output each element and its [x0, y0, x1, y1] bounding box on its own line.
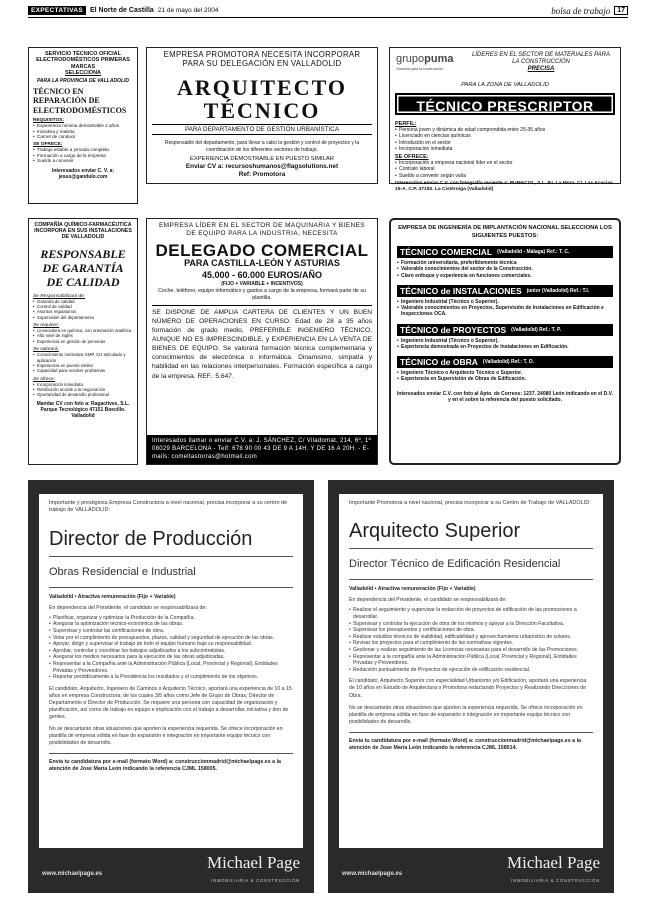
- ad-title: Director de Producción: [49, 527, 253, 550]
- position-block: [397, 285, 613, 318]
- divider: [349, 579, 593, 580]
- profile-list: [395, 127, 615, 152]
- list-item: • Experiencia demostrada en Proyectos de Instalaciones en Edificación.: [397, 344, 613, 350]
- website-link[interactable]: www.michaelpage.es: [342, 871, 403, 877]
- list-item: • Alto nivel de inglés: [33, 333, 133, 338]
- contact-info: Interesados enviar C. V. a: jesus@gandulo.com: [51, 168, 115, 181]
- divider: [349, 548, 593, 549]
- ad-heading: EMPRESA DE INGENIERÍA DE IMPLANTACIÓN NACIONAL SELECCIONA LOS SIGUIENTES PUESTOS:: [398, 225, 612, 239]
- list-item: • Conocimiento normativa GMP, CH articulado y aplicación: [33, 352, 133, 363]
- offers-label: Se ofrece:: [33, 376, 55, 382]
- position-block: [397, 356, 613, 383]
- brand-tagline: INMOBILIARIA & CONSTRUCCIÓN: [511, 878, 600, 883]
- valued-label: Se valorará:: [33, 347, 59, 353]
- ad-engineering-positions: [389, 218, 621, 465]
- responsibilities-list: [349, 607, 593, 673]
- contact-info: Envía tu candidatura por e-mail (formato Word) a: construccionmadrid@michaelpage.es a la atención de Jose María León indicando la referencia CJML 158005.: [49, 753, 293, 773]
- list-item: • Sueldo a convenir según valía: [395, 173, 615, 179]
- list-item: • Representar a la compañía ante la Administración Pública (Local, Provincial y Regional), Entidades Privadas y Proveedores.: [349, 654, 593, 667]
- ad-intro: Importante y prestigiosa Empresa Constructora a nivel nacional, precisa incorporar a su centro de trabajo de VALLADOLID:: [49, 500, 288, 514]
- list-item: • Asegurar los medios necesarios para la ejecución de las obras adjudicadas.: [49, 654, 293, 661]
- header-tag: EXPECTATIVAS: [28, 6, 86, 15]
- offers-list: [395, 160, 615, 179]
- ad-province: PARA LA PROVINCIA DE VALLADOLID: [36, 78, 130, 85]
- ad-seeks: SELECCIONA: [64, 69, 102, 76]
- ad-dependency: En dependencia del Presidente, el candidato se responsabilizará de:: [49, 604, 207, 611]
- ad-perks: Coche, teléfono, equipo informático y gastos a cargo de la empresa, formará parte de su plantilla.: [158, 288, 366, 301]
- contact-info: Interesados enviar C.V. con fotografía reciente a: PUMACOL, S.L. P.I. La Mora. C/. Las Acacias. 15-A. C.P. 47193. La Cistérniga (Valladolid): [395, 180, 615, 192]
- contact-info: Envía tu candidatura por e-mail (formato Word) a: construccionmadrid@michaelpage.es a la atención de Jose María León indicando la referencia CJML 158014.: [349, 732, 593, 752]
- list-item: • Supervisar los presupuestos y certificaciones de obra.: [349, 627, 593, 634]
- ad-arquitecto-superior: [328, 480, 614, 893]
- ad-role: RESPONSABLE DE GARANTÍA DE CALIDAD: [40, 247, 126, 289]
- list-item: • Planificar, organizar y optimizar la Producción de la Compañía.: [49, 615, 293, 622]
- list-item: • Revisar los proyectos para el cumplimiento de las normativas vigentes.: [349, 640, 593, 647]
- newspaper-name: El Norte de Castilla: [90, 7, 154, 14]
- brand-logo: Michael Page: [507, 853, 600, 872]
- ad-subtitle: Director Técnico de Edificación Residencial: [349, 558, 561, 571]
- requirements-list: [33, 123, 133, 140]
- list-item: • Asuntos regulatorios: [33, 309, 133, 314]
- logo-tagline: Garantía para la construcción: [396, 67, 444, 71]
- offers-list: [33, 382, 133, 398]
- list-item: • Supervisar y controlar las certificaciones de obra.: [49, 628, 293, 635]
- responsibilities-list: [49, 615, 293, 681]
- list-item: • Ingeniero Técnico o Arquitecto Técnico o Superior.: [397, 370, 613, 376]
- offers-list: [33, 147, 133, 164]
- requirements-label: REQUISITOS:: [33, 117, 65, 123]
- list-item: • Ingeniero Industrial (Técnico o Superior).: [397, 299, 613, 305]
- list-item: • Experiencia en Supervisión de Obras de Edificación.: [397, 376, 613, 382]
- list-item: • Incorporación a empresa nacional líder en el sector: [395, 160, 615, 166]
- list-item: • Realizar el seguimiento y supervisar la redacción de proyectos de edificación de las promociones a desarrollar.: [349, 607, 593, 620]
- ad-delegado-comercial: [146, 218, 378, 465]
- list-item: • Experiencia en puesto similar: [33, 363, 133, 368]
- ad-description: Responsable del departamento, para llevar a cabo la gestión y control de proyectos y la coordinación de los diferentes sectores de trabajo.: [164, 140, 360, 153]
- ad-region: PARA CASTILLA-LEÓN Y ASTURIAS: [184, 258, 340, 269]
- ad-note: No se descartarán otras situaciones que aporten la experiencia requerida. Se ofrece incorporación en plantilla de empresa sólida en fase de expansión e integración en importante equipo técnico con posibilidades de desarrollo.: [49, 725, 283, 746]
- ad-salary: 45.000 - 60.000 EUROS/AÑO: [201, 270, 323, 281]
- page-number: 17: [614, 6, 628, 15]
- ad-director-produccion: [28, 480, 314, 893]
- ad-body: SE DISPONE DE AMPLIA CARTERA DE CLIENTES Y UN BUEN NÚMERO DE OPERACIONES EN CURSO. Edad de 28 a 35 años formación de grado medio, PREFERIBLE INGENIERO TÉCNICO, AUNQUE NO ES IMPRESCINDIBLE, y EXPERIENCIA EN LA VENTA DE BIENES DE EQUIPO. Se valorará formación técnica complementaria y conocimientos de electrónica o informática. Dinamismo, simpatía y habilidad en las relaciones interpersonales. Formación específica a cargo de la empresa. REF.: 5.647.: [152, 305, 372, 381]
- ad-dependency: En dependencia del Presidente, el candidato se responsabilizará de:: [349, 597, 507, 604]
- list-item: • Retribución acorde a la negociación: [33, 387, 133, 392]
- list-item: • Incorporación inmediata: [395, 146, 615, 152]
- list-item: • Persona joven y dinámica de edad comprendida entre 25-35 años: [395, 127, 615, 133]
- ad-candidate: El candidato, Arquitecto Superior con especialidad Urbanismo y/o Edificación, aportará una experiencia de 10 años en Estudio de Arquitectura o Promotora redactando Proyectos y Realizando Direcciones de Obra.: [349, 678, 587, 699]
- ad-quality-manager: [28, 218, 138, 465]
- website-link[interactable]: www.michaelpage.es: [42, 871, 103, 877]
- list-item: • Carnet de conducir: [33, 134, 133, 140]
- ad-appliance-technician: [28, 47, 138, 204]
- publication-date: 21 de mayo del 2004: [157, 7, 219, 14]
- ad-heading: EMPRESA PROMOTORA NECESITA INCORPORAR PARA SU DELEGACIÓN EN VALLADOLID: [163, 50, 361, 68]
- contact-info: Interesados enviar C.V. con foto al Apto. de Correos: 1237. 24080 León indicando en el D.V. y en el sobre la referencia del puesto solicitado.: [397, 390, 613, 404]
- offers-label: SE OFRECE:: [395, 154, 429, 160]
- ad-role: TÉCNICO EN REPARACIÓN DE ELECTRODOMÉSTICOS: [33, 87, 127, 115]
- list-item: • Oportunidad de desarrollo profesional: [33, 392, 133, 397]
- ad-arquitecto-tecnico: [146, 47, 378, 184]
- list-item: • Experiencia mínima demostrable 2 años: [33, 123, 133, 129]
- divider: [49, 556, 293, 557]
- page-header: [28, 4, 628, 18]
- ad-tecnico-prescriptor: [389, 47, 621, 192]
- position-title-bar: TÉCNICO de OBRA (Valladolid) Ref.: T. O.: [397, 356, 613, 368]
- list-item: • Gestionar y realizar seguimiento de las Licencias necesarias para el desarrollo de las Promociones.: [349, 647, 593, 654]
- divider: [49, 587, 293, 588]
- contact-info: Interesados llamar o enviar C.V. a: J. SÁNCHEZ, C/ Viladomat, 214, 6º, 1ª 08029 BARCELONA - Telf: 678 90 00 43 DE 9 A 14H. Y DE 16 A 20H. - E-mails: comeltastorras@hotmail.com: [147, 435, 377, 464]
- ad-note: No se descartarán otras situaciones que aporten la experiencia requerida. Se ofrece incorporación en plantilla de empresa sólida en fase de expansión e integración en importante equipo técnico con posibilidades de desarrollo.: [349, 704, 583, 725]
- list-item: • Garantía de calidad: [33, 299, 133, 304]
- brand-tagline: INMOBILIARIA & CONSTRUCCIÓN: [211, 878, 300, 883]
- ad-salary-detail: (FIJO + VARIABLE + INCENTIVOS): [221, 281, 303, 288]
- list-item: • Incorporación inmediata: [33, 382, 133, 387]
- list-item: • Redacción puntualmente de Proyectos de ejecución de edificación residencial.: [349, 667, 593, 674]
- ad-title: COMPAÑÍA QUÍMICO-FARMACÉUTICA INCORPORA EN SUS INSTALACIONES DE VALLADOLID: [34, 222, 132, 241]
- ad-location: Valladolid • Atractiva remuneración (Fijo + Variable): [49, 593, 176, 600]
- list-item: • Experiencia en gestión de personas: [33, 339, 133, 344]
- list-item: • Reportar periódicamente a la Presidencia los resultados y el cumplimiento de los objetivos.: [49, 674, 293, 681]
- position-title-bar: TÉCNICO COMERCIAL (Valladolid - Málaga) Ref.: T. C.: [397, 246, 613, 258]
- ad-heading: EMPRESA LÍDER EN EL SECTOR DE MAQUINARIA Y BIENES DE EQUIPO PARA LA INDUSTRIA, NECESITA: [158, 222, 366, 237]
- list-item: • Licenciado en ciencias químicas: [395, 133, 615, 139]
- requirements-label: Se requiere:: [33, 323, 60, 329]
- list-item: • Introducido en el sector: [395, 140, 615, 146]
- position-block: [397, 324, 613, 351]
- ad-title: SERVICIO TÉCNICO OFICIAL ELECTRODOMÉSTICOS PRIMERAS MARCAS: [36, 51, 130, 70]
- list-item: • Asegurar la optimización técnico-económica de las obras.: [49, 621, 293, 628]
- list-item: • Valorable conocimientos del sector de la Construcción.: [397, 266, 613, 272]
- ad-candidate: El candidato, Arquitecto, Ingeniero de Caminos o Arquitecto Técnico, aportará una experiencia de 10 a 15 años en empresa Constructora, de los cuales 3/5 años como Jefe de Grupo de Obras, Director de Departamento o Director de Producción. Se requiere una persona con capacidad de organización y planificación, así como de trabajo en equipo e implicación con el trabajo a desarrollar, iniciativa y don de gentes.: [49, 685, 292, 720]
- list-item: • Formación a cargo de la empresa: [33, 153, 133, 159]
- list-item: • Supervisar y controlar la ejecución de obra de los mismos y apoyar a la Dirección Facultativa.: [349, 621, 593, 628]
- ad-title: DELEGADO COMERCIAL: [155, 240, 369, 260]
- position-title-bar: TÉCNICO de INSTALACIONES junior (Valladolid) Ref.: T.I.: [397, 285, 613, 297]
- list-item: • Supervisión del departamento: [33, 315, 133, 320]
- list-item: • Control de calidad: [33, 304, 133, 309]
- responsibilities-list: [33, 299, 133, 320]
- ad-title: ARQUITECTO TÉCNICO: [177, 74, 347, 123]
- section-title: bolsa de trabajo: [551, 5, 611, 16]
- list-item: • Sueldo a convenir: [33, 158, 133, 164]
- responsibilities-label: Se Responsabilizará de:: [33, 293, 85, 299]
- list-item: • Iniciativa y realista: [33, 129, 133, 135]
- position-block: [397, 246, 613, 279]
- ad-title: TÉCNICO PRESCRIPTOR: [395, 93, 615, 115]
- list-item: • Formación universitaria, preferiblemente técnica: [397, 260, 613, 266]
- ad-requirement: EXPERIENCIA DEMOSTRABLE EN PUESTO SIMILAR: [190, 156, 334, 163]
- list-item: • Apoyar, dirigir y supervisar el trabajo de todo el equipo humano bajo su responsabilidad.: [49, 641, 293, 648]
- list-item: • Ingeniero Industrial (Técnico o Superior).: [397, 338, 613, 344]
- requirements-list: [33, 328, 133, 344]
- ad-zone: PARA LA ZONA DE VALLADOLID: [461, 82, 549, 88]
- valued-list: [33, 352, 133, 373]
- ad-subtitle: Obras Residencial e Industrial: [49, 565, 196, 578]
- list-item: • Aprobar, controlar y coordinar los trabajos adjudicados a los subcontratistas.: [49, 648, 293, 655]
- list-item: • Trabajo estable a jornada completa: [33, 147, 133, 153]
- list-item: • Realizar estudios técnicos de viabilidad, edificabilidad y aprovechamiento urbanístico de solares.: [349, 634, 593, 641]
- list-item: • Representar a la Compañía ante la Administración Pública (Local, Provincial y Regional), Entidades Privadas y Proveedores.: [49, 661, 293, 674]
- list-item: • Licenciatura en química, con orientación analítica: [33, 328, 133, 333]
- ad-location: Valladolid • Atractiva remuneración (Fijo + Variable): [349, 586, 476, 593]
- profile-label: PERFIL:: [395, 121, 417, 127]
- ad-department: PARA DEPARTAMENTO DE GESTIÓN URBANÍSTICA: [152, 124, 372, 135]
- contact-info: Enviar CV a: recursoshumanos@flagsolutions.net: [185, 163, 339, 171]
- position-title-bar: TÉCNICO de PROYECTOS (Valladolid) Ref.: T. P.: [397, 324, 613, 336]
- list-item: • Capacidad para resolver problemas: [33, 368, 133, 373]
- ad-reference: Ref: Promotora: [238, 171, 286, 179]
- list-item: • Contrato laboral: [395, 166, 615, 172]
- contact-info: Mandar CV con foto a: Ragactives, S.L. Parque Tecnológico 47151 Boecillo. Valladolid: [36, 400, 130, 420]
- list-item: • Valorable conocimientos en Proyectos, Supervisión de Instalaciones en Edificación e Inspecciones OCA.: [397, 305, 613, 318]
- list-item: • Claro enfoque y experiencia en funciones comerciales.: [397, 273, 613, 279]
- ad-intro: Importante Promotora a nivel nacional, precisa incorporar a su Centro de Trabajo de VALLADOLID:: [349, 500, 591, 506]
- offers-label: SE OFRECE:: [33, 142, 63, 148]
- ad-lead: LÍDERES EN EL SECTOR DE MATERIALES PARA LA CONSTRUCCIÓN PRECISA: [472, 52, 610, 72]
- ad-title: Arquitecto Superior: [349, 520, 521, 543]
- list-item: • Velar por el cumplimiento de presupuestos, plazos, calidad y seguridad de ejecución de las obras.: [49, 635, 293, 642]
- company-logo: grupopuma: [396, 53, 454, 65]
- brand-logo: Michael Page: [207, 853, 300, 872]
